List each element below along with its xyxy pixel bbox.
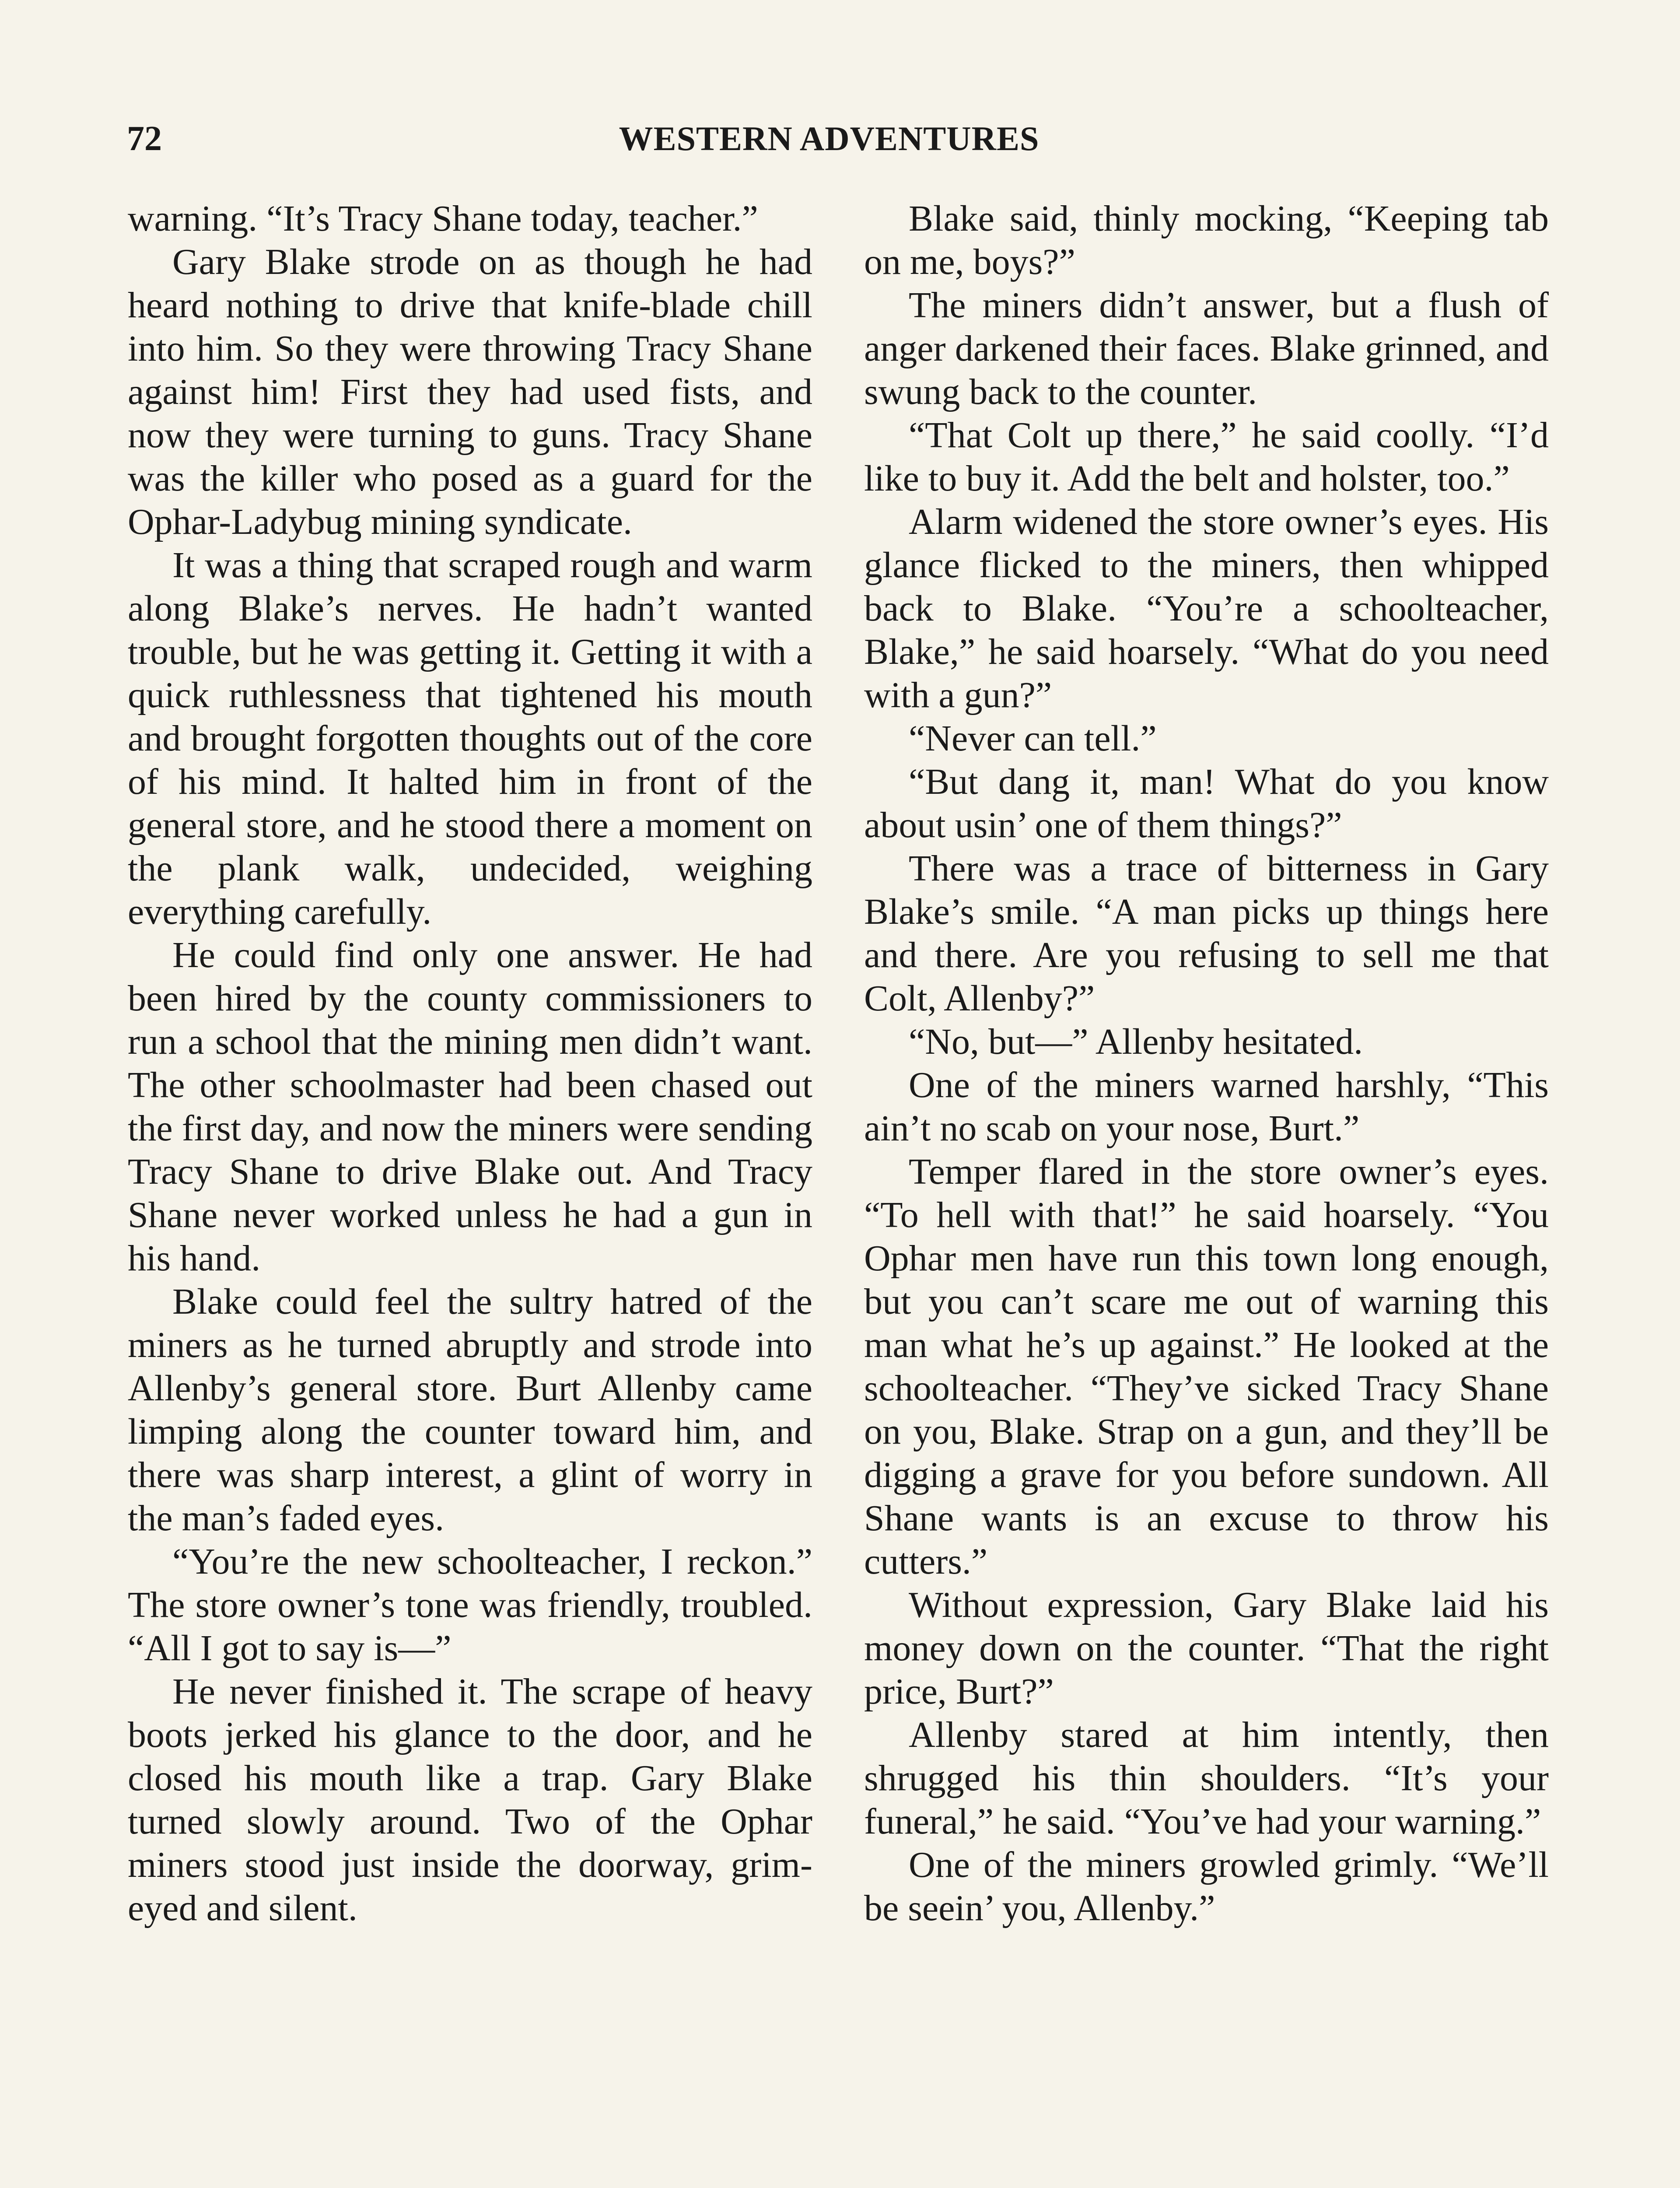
paragraph: Blake said, thinly mocking, “Keeping tab on me, boys?” [864, 198, 1549, 282]
paragraph: One of the miners warned harshly, “This ain’t no scab on your nose, Burt.” [864, 1065, 1549, 1149]
paragraph: The miners didn’t answer, but a flush of anger darkened their faces. Blake grinned, and swung back to the counter. [864, 285, 1549, 412]
paragraph: It was a thing that scraped rough and warm along Blake’s nerves. He hadn’t wanted trouble, but he was getting it. Getting it with a quick ruthlessness that tightened his mouth and brought forgotten thoughts out of the core of his mind. It halted him in front of the general store, and he stood there a moment on the plank walk, undecided, weighing everything carefully. [128, 545, 812, 932]
paragraph: Allenby stared at him intently, then shrugged his thin shoulders. “It’s your funeral,” he said. “You’ve had your warning.” [864, 1715, 1549, 1842]
paragraph: He could find only one answer. He had been hired by the county commissioners to run a school that the mining men didn’t want. The other schoolmaster had been chased out the first day, and now the miners were sending Tracy Shane to drive Blake out. And Tracy Shane never worked unless he had a gun in his hand. [128, 935, 812, 1279]
page-number: 72 [127, 119, 162, 158]
paragraph: “Never can tell.” [909, 718, 1157, 759]
paragraph: Alarm widened the store owner’s eyes. His glance flicked to the miners, then whipped back to Blake. “You’re a schoolteacher, Blake,” he said hoarsely. “What do you need with a gun?” [864, 501, 1549, 715]
page-header [127, 115, 1531, 163]
right-column [864, 197, 1549, 1930]
paragraph: Blake could feel the sultry hatred of the miners as he turned abruptly and strode into Allenby’s general store. Burt Allenby came limping along the counter toward him, and there was sharp interest, a glint of worry in the man’s faded eyes. [128, 1281, 812, 1539]
paragraph: He never finished it. The scrape of heavy boots jerked his glance to the door, and he closed his mouth like a trap. Gary Blake turned slowly around. Two of the Ophar miners stood just inside the doorway, grim-eyed and silent. [128, 1671, 812, 1929]
paragraph: Without expression, Gary Blake laid his money down on the counter. “That the right price, Burt?” [864, 1585, 1549, 1712]
left-column [128, 197, 812, 1930]
paragraph: “But dang it, man! What do you know about usin’ one of them things?” [864, 761, 1549, 845]
paragraph: “No, but—” Allenby hesitated. [909, 1021, 1363, 1062]
paragraph: Gary Blake strode on as though he had heard nothing to drive that knife-blade chill into him. So they were throwing Tracy Shane against him! First they had used fists, and now they were turning to guns. Tracy Shane was the killer who posed as a guard for the Ophar-Ladybug mining syndicate. [128, 242, 812, 542]
paragraph: warning. “It’s Tracy Shane today, teacher.” [128, 198, 758, 239]
paragraph: “That Colt up there,” he said coolly. “I’d like to buy it. Add the belt and holster, too.” [864, 415, 1549, 499]
paragraph: There was a trace of bitterness in Gary Blake’s smile. “A man picks up things here and there. Are you refusing to sell me that Colt, Allenby?” [864, 848, 1549, 1019]
paragraph: “You’re the new schoolteacher, I reckon.” The store owner’s tone was friendly, troubled. “All I got to say is—” [128, 1541, 812, 1669]
paragraph: One of the miners growled grimly. “We’ll be seein’ you, Allenby.” [864, 1844, 1549, 1929]
paragraph: Temper flared in the store owner’s eyes. “To hell with that!” he said hoarsely. “You Ophar men have run this town long enough, but you can’t scare me out of warning this man what he’s up against.” He looked at the schoolteacher. “They’ve sicked Tracy Shane on you, Blake. Strap on a gun, and they’ll be digging a grave for you before sundown. All Shane wants is an excuse to throw his cutters.” [864, 1151, 1549, 1582]
running-title: WESTERN ADVENTURES [619, 119, 1040, 158]
